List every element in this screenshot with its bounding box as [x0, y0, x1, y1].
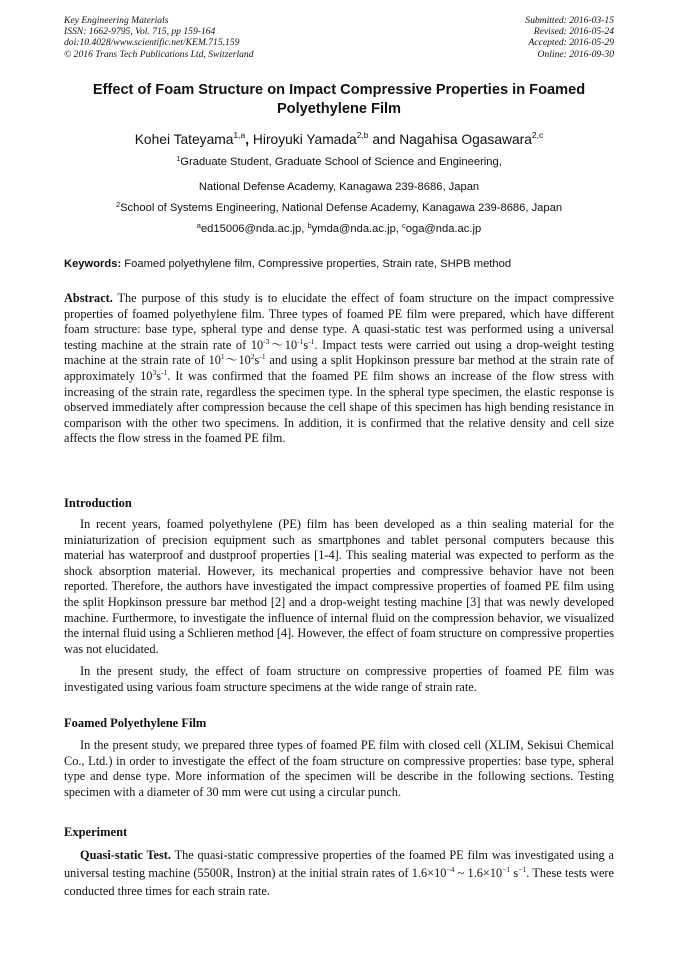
quasi-static-text-3: s	[510, 866, 519, 880]
abstract	[64, 291, 614, 447]
author-3-name: Nagahisa Ogasawara	[399, 132, 532, 147]
affiliation-1	[40, 155, 638, 169]
abstract-text-6: s	[254, 353, 260, 368]
author-list	[40, 131, 638, 149]
abstract-text-4: . Impact tests were carried out using a drop-weight testing machine at the strain rate of 10	[64, 337, 614, 368]
abstract-sup-4: 1	[220, 352, 225, 362]
date-revised: Revised: 2016-05-24	[533, 26, 614, 38]
keywords	[64, 257, 616, 271]
foamed-film-paragraph: In the present study, we prepared three types of foamed PE film with closed cell (XLIM, Sekisui Chemical Co., Ltd.) in order to investigate the effect of the foam structure on compressive properties: base type, spheral type and dense type. More information of the specimen will be describe in the following sections. Testing specimen with a diameter of 30 mm were cut using a circular punch.	[64, 738, 614, 799]
introduction-paragraph-2: In the present study, the effect of foam structure on compressive properties of foamed PE film was investigated using various foam structure specimens at the wide range of strain rate.	[64, 664, 614, 694]
title-line-2: Polyethylene Film	[276, 101, 402, 117]
affiliation-1-sup: 1	[176, 154, 181, 163]
abstract-sup-8: -1	[160, 367, 168, 377]
abstract-text-2: ～10	[269, 337, 298, 352]
abstract-text-9: . It was confirmed that the foamed PE film shows an increase of the flow stress with increasing of the strain rate, regardless the specimen type. In the spheral type specimen, the elastic response is observed immediately after compression because the cell shape of this specimen has high bending resistance in comparison with the other two specimens. In addition, it is confirmed that the relative density and cell size affects the flow stress in the foamed PE film.	[64, 368, 614, 446]
email-c: oga@nda.ac.jp	[405, 223, 482, 235]
email-a: ed15006@nda.ac.jp,	[200, 223, 308, 235]
quasi-static-label: Quasi-static Test.	[80, 848, 171, 862]
quasi-static-sup-3: −1	[518, 865, 527, 874]
abstract-sup-7: 3	[152, 367, 157, 377]
title-line-1: Effect of Foam Structure on Impact Compressive Properties in Foamed	[92, 82, 586, 98]
quasi-static-text-4: . These tests were conducted three times for each strain rate.	[64, 866, 614, 898]
abstract-label: Abstract.	[64, 291, 113, 305]
abstract-text-1: The purpose of this study is to elucidate the effect of foam structure on the impact compressive properties of foamed polyethylene film. Three types of foamed PE film were prepared, which have different foam structure: base type, spheral type and dense type. A quasi-static test was performed using a universal testing machine at the strain rate of 10	[64, 291, 614, 352]
author-1-name: Kohei Tateyama	[134, 132, 234, 147]
affiliation-1-line-1: Graduate Student, Graduate School of Science and Engineering,	[180, 156, 502, 168]
author-3-sup: 2,c	[531, 130, 544, 140]
date-submitted: Submitted: 2016-03-15	[525, 15, 614, 26]
dates-header	[525, 15, 614, 60]
journal-header	[64, 15, 254, 60]
email-list	[40, 222, 638, 236]
email-a-sup: a	[196, 221, 201, 230]
journal-doi: doi:10.4028/www.scientific.net/KEM.715.159	[64, 37, 240, 49]
abstract-sup-2: -1	[297, 336, 304, 346]
abstract-text-5: ～10	[224, 353, 251, 368]
experiment-heading: Experiment	[64, 825, 128, 839]
abstract-sup-3: -1	[308, 336, 315, 346]
email-c-sup: c	[402, 221, 406, 230]
author-2-sup: 2,b	[356, 130, 369, 140]
abstract-sup-6: -1	[259, 352, 266, 362]
abstract-text-3: s	[303, 337, 309, 352]
quasi-static-sup-1: −4	[446, 865, 455, 874]
email-b-sup: b	[307, 221, 312, 230]
quasi-static-text-2: ~ 1.6×10	[454, 866, 503, 880]
quasi-static-paragraph	[64, 846, 614, 900]
affiliation-2-text: School of Systems Engineering, National Defense Academy, Kanagawa 239-8686, Japan	[120, 202, 563, 214]
date-online: Online: 2016-09-30	[537, 48, 614, 60]
introduction-heading: Introduction	[64, 496, 132, 510]
keywords-text: Foamed polyethylene film, Compressive properties, Strain rate, SHPB method	[121, 258, 512, 270]
author-1-sup: 1,a	[233, 130, 246, 140]
affiliation-1-line-2: National Defense Academy, Kanagawa 239-8686, Japan	[198, 181, 480, 193]
date-accepted: Accepted: 2016-05-29	[528, 37, 614, 49]
affiliation-2	[40, 201, 638, 215]
quasi-static-text-1: The quasi-static compressive properties of the foamed PE film was investigated using a universal testing machine (5500R, Instron) at the initial strain rates of 1.6×10	[64, 848, 614, 880]
email-b: ymda@nda.ac.jp,	[311, 223, 403, 235]
journal-copyright: © 2016 Trans Tech Publications Ltd, Switzerland	[64, 48, 254, 60]
affiliation-2-sup: 2	[115, 200, 121, 209]
paper-title	[50, 81, 628, 119]
author-sep: ,	[245, 132, 253, 147]
affiliation-1-cont	[40, 180, 638, 194]
keywords-label: Keywords:	[64, 258, 122, 270]
quasi-static-sup-2: −1	[502, 865, 511, 874]
introduction-paragraph-1: In recent years, foamed polyethylene (PE) film has been developed as a thin sealing material for the miniaturization of precision equipment such as smartphones and tablet personal computers because this material has waterproof and dustproof properties [1-4]. This sealing material was expected to perform as the shock absorption material. However, its mechanical properties and compressive behavior have not been reported. Therefore, the authors have investigated the impact compressive properties of foamed PE film using the split Hopkinson pressure bar method [2] and a drop-weight testing machine [3] that was newly developed machine. Furthermore, to investigate the influence of internal fluid on the compression behavior, we visualized the internal fluid using a Schlieren method [4]. However, the effect of foam structure on compressive properties was not elucidated.	[64, 517, 614, 656]
author-and: and	[368, 132, 400, 147]
journal-name: Key Engineering Materials	[64, 15, 169, 26]
abstract-text-8: s	[156, 368, 161, 383]
abstract-sup-1: -3	[263, 336, 270, 346]
abstract-text-7: and using a split Hopkinson pressure bar method at the strain rate of approximately 10	[64, 353, 614, 383]
author-2-name: Hiroyuki Yamada	[252, 132, 357, 147]
foamed-film-heading: Foamed Polyethylene Film	[64, 716, 207, 730]
journal-issn: ISSN: 1662-9795, Vol. 715, pp 159-164	[64, 26, 216, 38]
abstract-sup-5: 2	[250, 352, 255, 362]
